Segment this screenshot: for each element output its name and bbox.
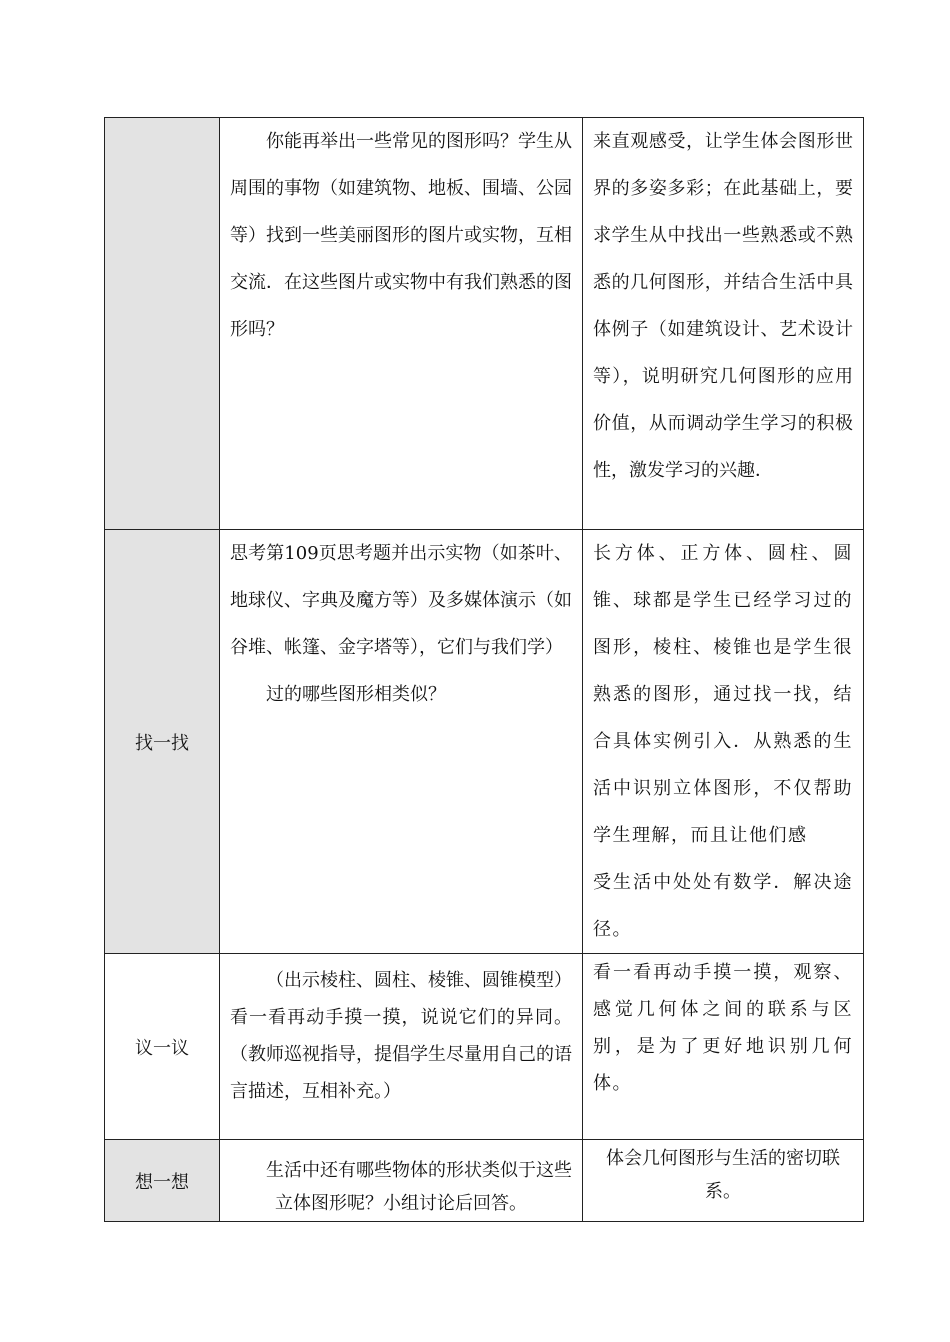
row-label-cell xyxy=(105,118,220,530)
table-row xyxy=(105,530,864,954)
intent-cell xyxy=(583,1140,864,1222)
row-label: 议一议 xyxy=(135,1037,189,1059)
activity-text: 思考第109页思考题并出示实物（如茶叶、地球仪、字典及魔方等）及多媒体演示（如谷堆、帐篷、金字塔等），它们与我们学） xyxy=(230,543,572,658)
row-label-cell xyxy=(105,530,220,954)
intent-cell xyxy=(583,118,864,530)
intent-cell xyxy=(583,954,864,1140)
activity-cell xyxy=(220,1140,583,1222)
row-label: 想一想 xyxy=(135,1171,189,1193)
activity-text: 你能再举出一些常见的图形吗？学生从周围的事物（如建筑物、地板、围墙、公园等）找到一些美丽图形的图片或实物，互相交流．在这些图片或实物中有我们熟悉的图形吗？ xyxy=(230,131,572,340)
table-row xyxy=(105,954,864,1140)
activity-text: 生活中还有哪些物体的形状类似于这些立体图形呢？小组讨论后回答。 xyxy=(266,1160,572,1214)
table-row xyxy=(105,1140,864,1222)
row-label: 找一找 xyxy=(135,732,189,754)
intent-text: 受生活中处处有数学．解决途径。 xyxy=(593,872,853,940)
activity-cell xyxy=(220,954,583,1140)
intent-text: 来直观感受，让学生体会图形世界的多姿多彩；在此基础上，要求学生从中找出一些熟悉或不熟悉的几何图形，并结合生活中具体例子（如建筑设计、艺术设计等），说明研究几何图形的应用价值，从而调动学生学习的积极性，激发学习的兴趣． xyxy=(593,131,853,481)
intent-text: 体会几何图形与生活的密切联系。 xyxy=(606,1148,840,1202)
table-row xyxy=(105,118,864,530)
lesson-table xyxy=(104,117,864,1222)
intent-text: 看一看再动手摸一摸，观察、感觉几何体之间的联系与区别，是为了更好地识别几何体。 xyxy=(593,962,853,1094)
activity-text: （出示棱柱、圆柱、棱锥、圆锥模型）看一看再动手摸一摸，说说它们的异同。（教师巡视指导，提倡学生尽量用自己的语言描述，互相补充。） xyxy=(230,970,572,1102)
activity-cell xyxy=(220,118,583,530)
row-label-cell xyxy=(105,954,220,1140)
row-label-cell xyxy=(105,1140,220,1222)
intent-cell xyxy=(583,530,864,954)
activity-cell xyxy=(220,530,583,954)
activity-text: 过的哪些图形相类似？ xyxy=(266,684,446,705)
intent-text: 长方体、正方体、圆柱、圆锥、球都是学生已经学习过的图形，棱柱、棱锥也是学生很熟悉的图形，通过找一找，结合具体实例引入．从熟悉的生活中识别立体图形，不仅帮助学生理解，而且让他们感 xyxy=(593,543,853,846)
